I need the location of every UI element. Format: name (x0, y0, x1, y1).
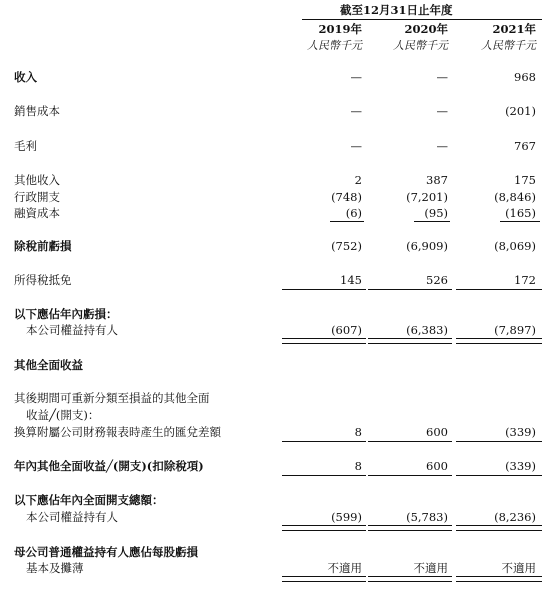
tax-rule-2021 (456, 289, 542, 290)
value-eps-2019: 不適用 (327, 561, 362, 575)
unit-2021: 人民幣千元 (481, 39, 536, 52)
row-label-admin-expenses: 行政開支 (14, 190, 60, 204)
value-income-tax-credit-2020: 526 (426, 273, 448, 287)
value-loss-before-tax-2020: (6,909) (406, 239, 448, 253)
value-gross-profit-2021: 767 (514, 139, 536, 153)
value-other-income-2020: 387 (426, 173, 448, 187)
year-2019-header: 2019年 (318, 22, 362, 36)
value-cost-of-sales-2020: — (436, 104, 448, 118)
value-tci-owners-2019: (599) (331, 510, 362, 524)
exchange-rule-2020 (368, 441, 452, 442)
value-loss-before-tax-2019: (752) (331, 239, 362, 253)
unit-2020: 人民幣千元 (393, 39, 448, 52)
oci-reclass-line2: 收益╱(開支)： (26, 408, 100, 422)
value-loss-owners-2021: (7,897) (494, 323, 536, 337)
eps-double-rule-2019 (282, 576, 366, 582)
row-label-oci-net: 年內其他全面收益╱(開支)(扣除稅項) (14, 459, 204, 473)
value-exchange-diff-2021: (339) (505, 425, 536, 439)
value-other-income-2021: 175 (514, 173, 536, 187)
row-label-loss-owners: 本公司權益持有人 (26, 323, 118, 337)
tax-rule-2020 (368, 289, 452, 290)
oci-heading: 其他全面收益 (14, 358, 83, 372)
row-label-finance-costs: 融資成本 (14, 206, 60, 220)
value-eps-2021: 不適用 (501, 561, 536, 575)
tci-double-rule-2020 (368, 525, 452, 531)
value-cost-of-sales-2019: — (350, 104, 362, 118)
value-income-tax-credit-2021: 172 (514, 273, 536, 287)
row-label-cost-of-sales: 銷售成本 (14, 104, 60, 118)
year-2020-header: 2020年 (404, 22, 448, 36)
value-oci-net-2019: 8 (354, 459, 362, 473)
row-label-exchange-diff: 換算附屬公司財務報表時產生的匯兌差額 (14, 425, 221, 439)
tci-attributable-heading: 以下應佔年內全面開支總額： (14, 493, 164, 507)
exchange-rule-2021 (456, 441, 542, 442)
value-oci-net-2020: 600 (426, 459, 448, 473)
oci-net-rule-2020 (368, 475, 452, 476)
subtotal-rule-2020 (414, 221, 450, 222)
row-label-tci-owners: 本公司權益持有人 (26, 510, 118, 524)
loss-owners-double-rule-2021 (456, 338, 542, 344)
value-admin-expenses-2020: (7,201) (406, 190, 448, 204)
tci-double-rule-2021 (456, 525, 542, 531)
row-label-other-income: 其他收入 (14, 173, 60, 187)
value-eps-2020: 不適用 (413, 561, 448, 575)
value-tci-owners-2021: (8,236) (494, 510, 536, 524)
row-label-loss-before-tax: 除稅前虧損 (14, 239, 72, 253)
value-cost-of-sales-2021: (201) (505, 104, 536, 118)
year-2021-header: 2021年 (492, 22, 536, 36)
exchange-rule-2019 (282, 441, 366, 442)
value-finance-costs-2019: (6) (345, 206, 362, 220)
value-loss-owners-2019: (607) (331, 323, 362, 337)
value-revenue-2021: 968 (514, 70, 536, 84)
loss-owners-double-rule-2020 (368, 338, 452, 344)
value-exchange-diff-2019: 8 (354, 425, 362, 439)
value-finance-costs-2020: (95) (424, 206, 448, 220)
tax-rule-2019 (282, 289, 366, 290)
row-label-income-tax-credit: 所得稅抵免 (14, 273, 72, 287)
period-header: 截至12月31日止年度 (340, 3, 453, 17)
value-finance-costs-2021: (165) (505, 206, 536, 220)
value-loss-owners-2020: (6,383) (406, 323, 448, 337)
loss-attributable-heading: 以下應佔年內虧損： (14, 307, 118, 321)
oci-net-rule-2019 (282, 475, 366, 476)
value-gross-profit-2020: — (436, 139, 448, 153)
unit-2019: 人民幣千元 (307, 39, 362, 52)
subtotal-rule-2019 (330, 221, 364, 222)
value-revenue-2019: — (350, 70, 362, 84)
value-tci-owners-2020: (5,783) (406, 510, 448, 524)
row-label-eps-basic-diluted: 基本及攤薄 (26, 561, 84, 575)
value-admin-expenses-2021: (8,846) (494, 190, 536, 204)
value-other-income-2019: 2 (354, 173, 362, 187)
value-gross-profit-2019: — (350, 139, 362, 153)
eps-heading: 母公司普通權益持有人應佔每股虧損 (14, 545, 198, 559)
value-loss-before-tax-2021: (8,069) (494, 239, 536, 253)
header-rule (302, 19, 542, 20)
oci-net-rule-2021 (456, 475, 542, 476)
tci-double-rule-2019 (282, 525, 366, 531)
eps-double-rule-2021 (456, 576, 542, 582)
subtotal-rule-2021 (500, 221, 540, 222)
eps-double-rule-2020 (368, 576, 452, 582)
loss-owners-double-rule-2019 (282, 338, 366, 344)
value-admin-expenses-2019: (748) (331, 190, 362, 204)
row-label-gross-profit: 毛利 (14, 139, 37, 153)
value-revenue-2020: — (436, 70, 448, 84)
value-income-tax-credit-2019: 145 (340, 273, 362, 287)
value-exchange-diff-2020: 600 (426, 425, 448, 439)
oci-reclass-line1: 其後期間可重新分類至損益的其他全面 (14, 391, 210, 405)
value-oci-net-2021: (339) (505, 459, 536, 473)
row-label-revenue: 收入 (14, 70, 37, 84)
